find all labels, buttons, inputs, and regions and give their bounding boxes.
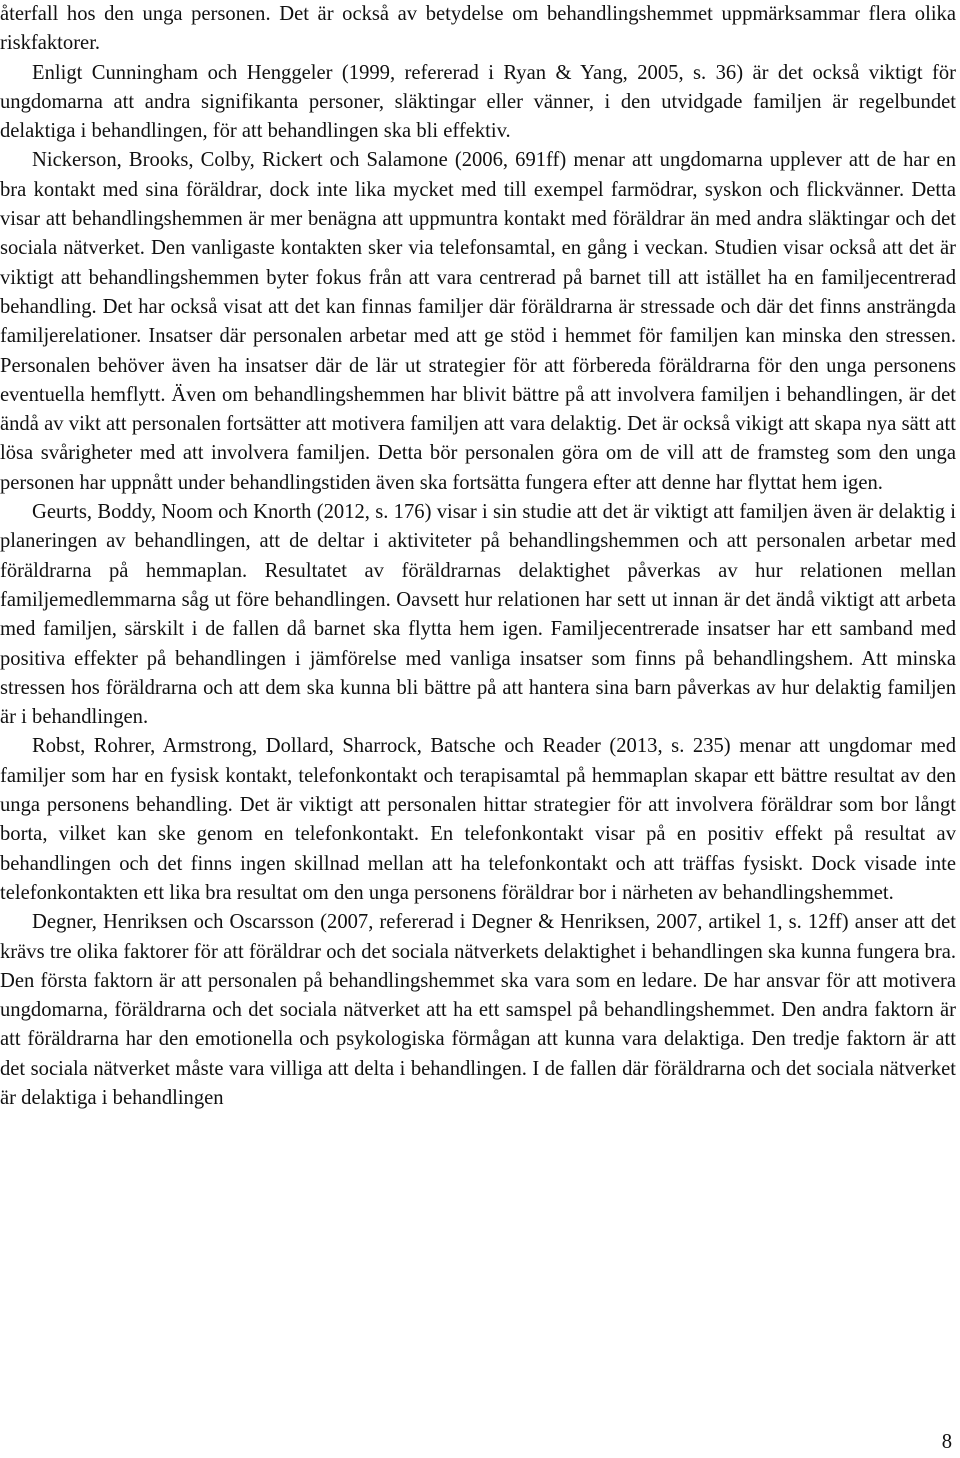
paragraph-robst: Robst, Rohrer, Armstrong, Dollard, Sharrock, Batsche och Reader (2013, s. 235) menar att ungdomar med familjer som har en fysisk kontakt, telefonkontakt och terapisamtal på hemmaplan skapar ett bättre resultat av den unga personens behandling. Det är viktigt att personalen hittar strategier för att involvera föräldrar som bor långt borta, vilket kan ske genom en telefonkontakt. En telefonkontakt visar på en positiv effekt på resultat av behandlingen och det finns ingen skillnad mellan att ha telefonkontakt och att träffas fysiskt. Dock visade inte telefonkontakten ett lika bra resultat om den unga personens föräldrar bor i närheten av behandlingshemmet. xyxy=(0,735,956,904)
paragraph-degner: Degner, Henriksen och Oscarsson (2007, refererad i Degner & Henriksen, 2007, artikel 1, s. 12ff) anser att det krävs tre olika faktorer för att föräldrar och det sociala nätverkets delaktighet i behandlingen ska kunna fungera bra. Den första faktorn är att personalen på behandlingshemmet ska vara som en ledare. De har ansvar för att motivera ungdomarna, föräldrarna och det sociala nätverket att ha ett samspel på behandlingshemmet. Den andra faktorn är att föräldrarna har den emotionella och psykologiska förmågan att kunna vara delaktiga. Den tredje faktorn är att det sociala nätverket måste vara villiga att delta i behandlingen. I de fallen där föräldrarna och det sociala nätverket är delaktiga i behandlingen xyxy=(0,911,956,1109)
paragraph-continuation: återfall hos den unga personen. Det är också av betydelse om behandlingshemmet uppmärksammar flera olika riskfaktorer. xyxy=(0,3,956,55)
paragraph-cunningham: Enligt Cunningham och Henggeler (1999, refererad i Ryan & Yang, 2005, s. 36) är det också viktigt för ungdomarna att andra signifikanta personer, släktingar eller vänner, i den utvidgade familjen är regelbundet delaktiga i behandlingen, för att behandlingen ska bli effektiv. xyxy=(0,61,956,143)
paragraph-geurts: Geurts, Boddy, Noom och Knorth (2012, s. 176) visar i sin studie att det är viktigt att familjen även är delaktig i planeringen av behandlingen, att de deltar i aktiviteter på behandlingshemmen och att personalen arbetar med föräldrarna på hemmaplan. Resultatet av föräldrarnas delaktighet påverkas av hur relationen mellan familjemedlemmarna såg ut före behandlingen. Oavsett hur relationen har sett ut innan är det ändå viktigt att arbeta med familjen, särskilt i de fallen då barnet ska flytta hem igen. Familjecentrerade insatser har ett samband med positiva effekter på behandlingen i jämförelse med vanliga insatser som finns på behandlingshem. Att minska stressen hos föräldrarna och att dem ska kunna bli bättre på att hantera sina barn påverkas av hur delaktig familjen är i behandlingen. xyxy=(0,501,956,729)
page-number: 8 xyxy=(941,1431,952,1453)
paragraph-nickerson: Nickerson, Brooks, Colby, Rickert och Salamone (2006, 691ff) menar att ungdomarna upplever att de har en bra kontakt med sina föräldrar, dock inte lika mycket med till exempel farmödrar, syskon och flickvänner. Detta visar att behandlingshemmen är mer benägna att uppmuntra kontakt med föräldrar än med andra släktingar och det sociala nätverket. Den vanligaste kontakten sker via telefonsamtal, en gång i veckan. Studien visar också att det är viktigt att behandlingshemmen byter fokus från att vara centrerad på barnet till att istället ha en familjecentrerad behandling. Det har också visat att det kan finnas familjer där föräldrarna är stressade och där det finns ansträngda familjerelationer. Insatser där personalen arbetar med att ge stöd i hemmet för familjen kan minska den stressen. Personalen behöver även ha insatser där de lär ut strategier för att förbereda föräldrarna för den unga personens eventuella hemflytt. Även om behandlingshemmen har blivit bättre på att involvera familjen i behandlingen, är det ändå av vikt att personalen fortsätter att motivera familjen att vara delaktig. Det är också vikigt att skapa nya sätt att lösa svårigheter med att involvera familjen. Detta bör personalen göra om de vill att de framsteg som den unga personen har uppnått under behandlingstiden även ska fortsätta fungera efter att denne har flyttat hem igen. xyxy=(0,149,956,494)
